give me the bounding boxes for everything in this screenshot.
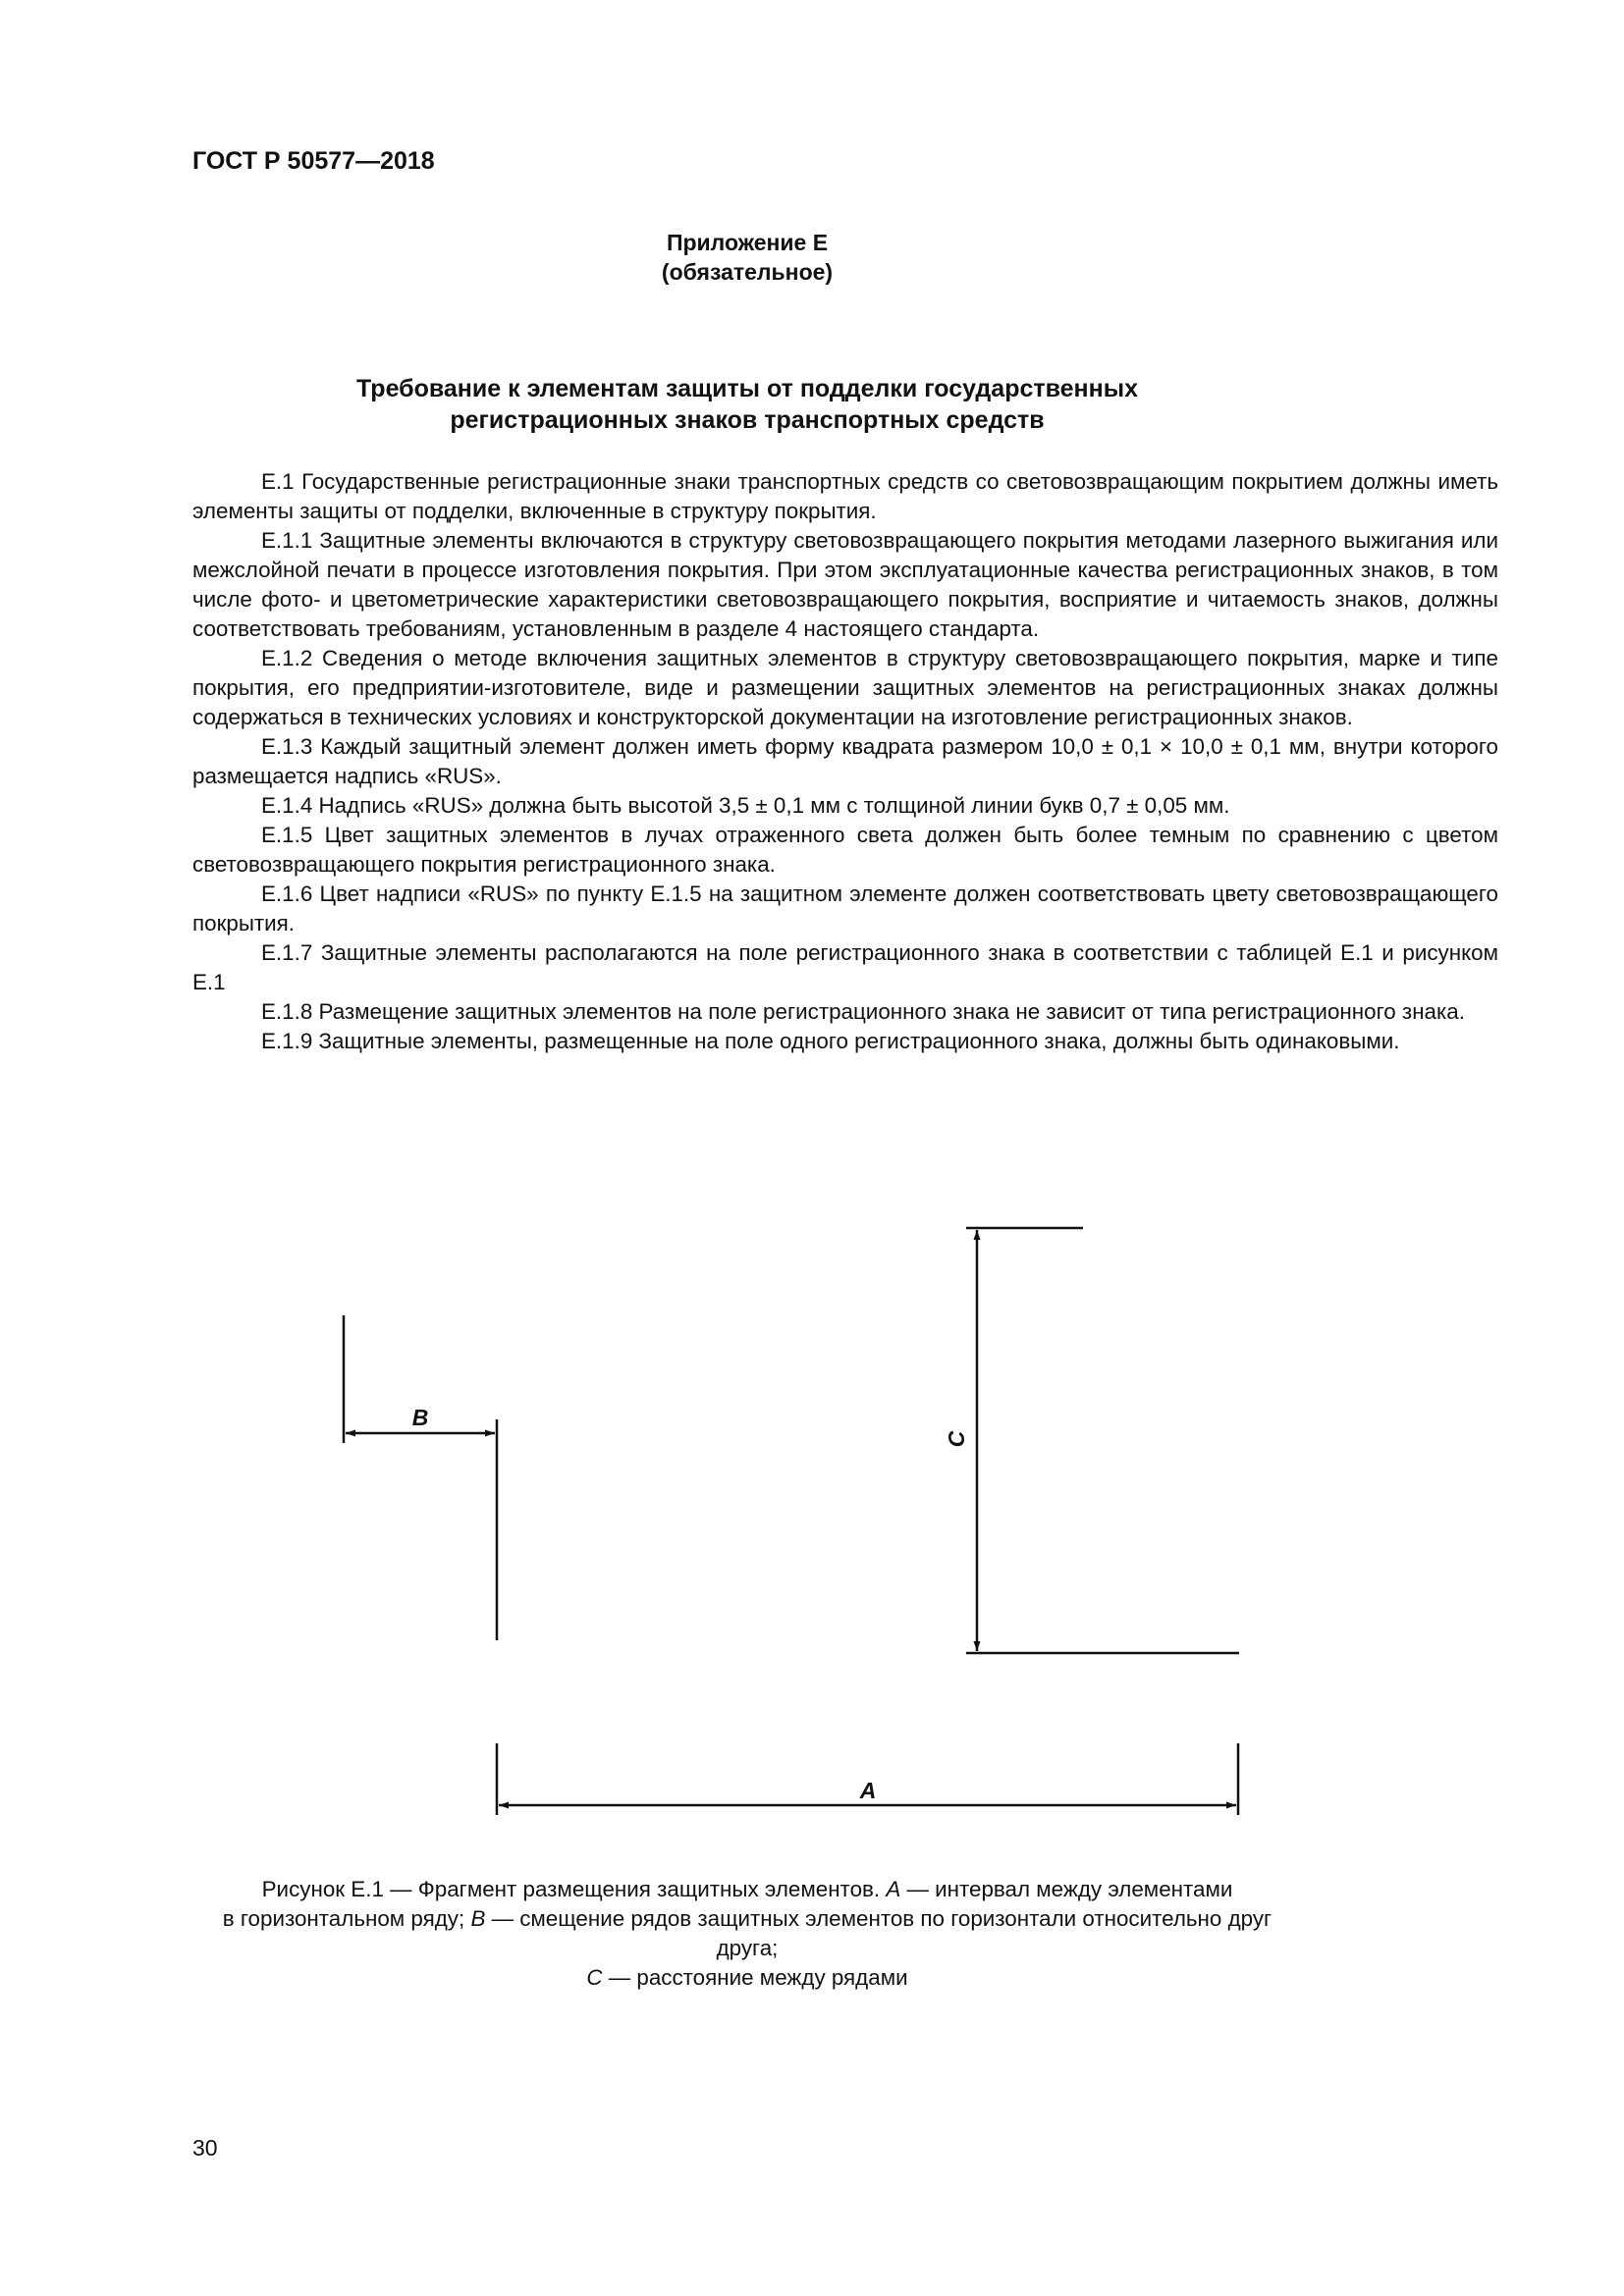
label-b: B xyxy=(411,1405,429,1430)
clause-e1-7: Е.1.7 Защитные элементы располагаются на поле регистрационного знака в соответствии с таблицей Е.1 и рисунком Е.1 xyxy=(192,940,1498,994)
caption-c-text: — расстояние между рядами xyxy=(602,1965,908,1990)
clause-e1-2: Е.1.2 Сведения о методе включения защитных элементов в структуру световозвращающего покрытия, марке и типе покрытия, его предприятии-изготовителе, виде и размещении защитных элементов на регистрационных знаках должны содержаться в технических условиях и конструкторской документации на изготовление регистрационных знаков. xyxy=(192,646,1498,729)
label-a: A xyxy=(859,1778,877,1803)
caption-line-2 xyxy=(192,1904,1302,1963)
clause-e1-8: Е.1.8 Размещение защитных элементов на поле регистрационного знака не зависит от типа регистрационного знака. xyxy=(261,999,1465,1024)
clause-e1-6: Е.1.6 Цвет надписи «RUS» по пункту Е.1.5 на защитном элементе должен соответствовать цвету световозвращающего покрытия. xyxy=(192,881,1498,935)
caption-symbol-c: C xyxy=(586,1965,603,1990)
caption-line-3 xyxy=(192,1963,1302,1993)
section-title-line-2: регистрационных знаков транспортных средств xyxy=(450,406,1045,434)
figure-caption xyxy=(192,1875,1302,1993)
caption-b-text: — смещение рядов защитных элементов по горизонтали относительно друг друга; xyxy=(485,1906,1272,1960)
caption-symbol-a: A xyxy=(886,1877,901,1901)
caption-a-text: — интервал между элементами xyxy=(900,1877,1233,1901)
clause-e1-1: Е.1.1 Защитные элементы включаются в структуру световозвращающего покрытия методами лазерного выжигания или межслойной печати в процессе изготовления покрытия. При этом эксплуатационные качества регистрационных знаков, в том числе фото- и цветометрические характеристики световозвращающего покрытия, восприятие и читаемость знаков, должны соответствовать требованиям, установленным в разделе 4 настоящего стандарта. xyxy=(192,528,1498,641)
caption-line-1 xyxy=(192,1875,1302,1904)
document-code: ГОСТ Р 50577—2018 xyxy=(192,147,435,175)
clause-e1-9: Е.1.9 Защитные элементы, размещенные на поле одного регистрационного знака, должны быть одинаковыми. xyxy=(261,1029,1400,1053)
page-number: 30 xyxy=(192,2135,218,2161)
clause-e1-5: Е.1.5 Цвет защитных элементов в лучах отраженного света должен быть более темным по сравнению с цветом световозвращающего покрытия регистрационного знака. xyxy=(192,823,1498,877)
label-c: C xyxy=(944,1430,969,1448)
clause-e1-3: Е.1.3 Каждый защитный элемент должен иметь форму квадрата размером 10,0 ± 0,1 × 10,0 ± 0,1 мм, внутри которого размещается надпись «RUS». xyxy=(192,734,1498,788)
annex-status: (обязательное) xyxy=(661,259,834,285)
caption-line-2-start: в горизонтальном ряду; xyxy=(222,1906,471,1931)
caption-prefix: Рисунок Е.1 — Фрагмент размещения защитных элементов. xyxy=(261,1877,887,1901)
clause-e1: Е.1 Государственные регистрационные знаки транспортных средств со световозвращающим покрытием должны иметь элементы защиты от подделки, включенные в структуру покрытия. xyxy=(192,469,1498,523)
caption-symbol-b: B xyxy=(470,1906,486,1931)
annex-title: Приложение Е xyxy=(666,230,829,255)
clause-e1-4: Е.1.4 Надпись «RUS» должна быть высотой 3,5 ± 0,1 мм с толщиной линии букв 0,7 ± 0,05 мм. xyxy=(261,793,1230,818)
section-title-line-1: Требование к элементам защиты от подделки государственных xyxy=(355,375,1139,402)
